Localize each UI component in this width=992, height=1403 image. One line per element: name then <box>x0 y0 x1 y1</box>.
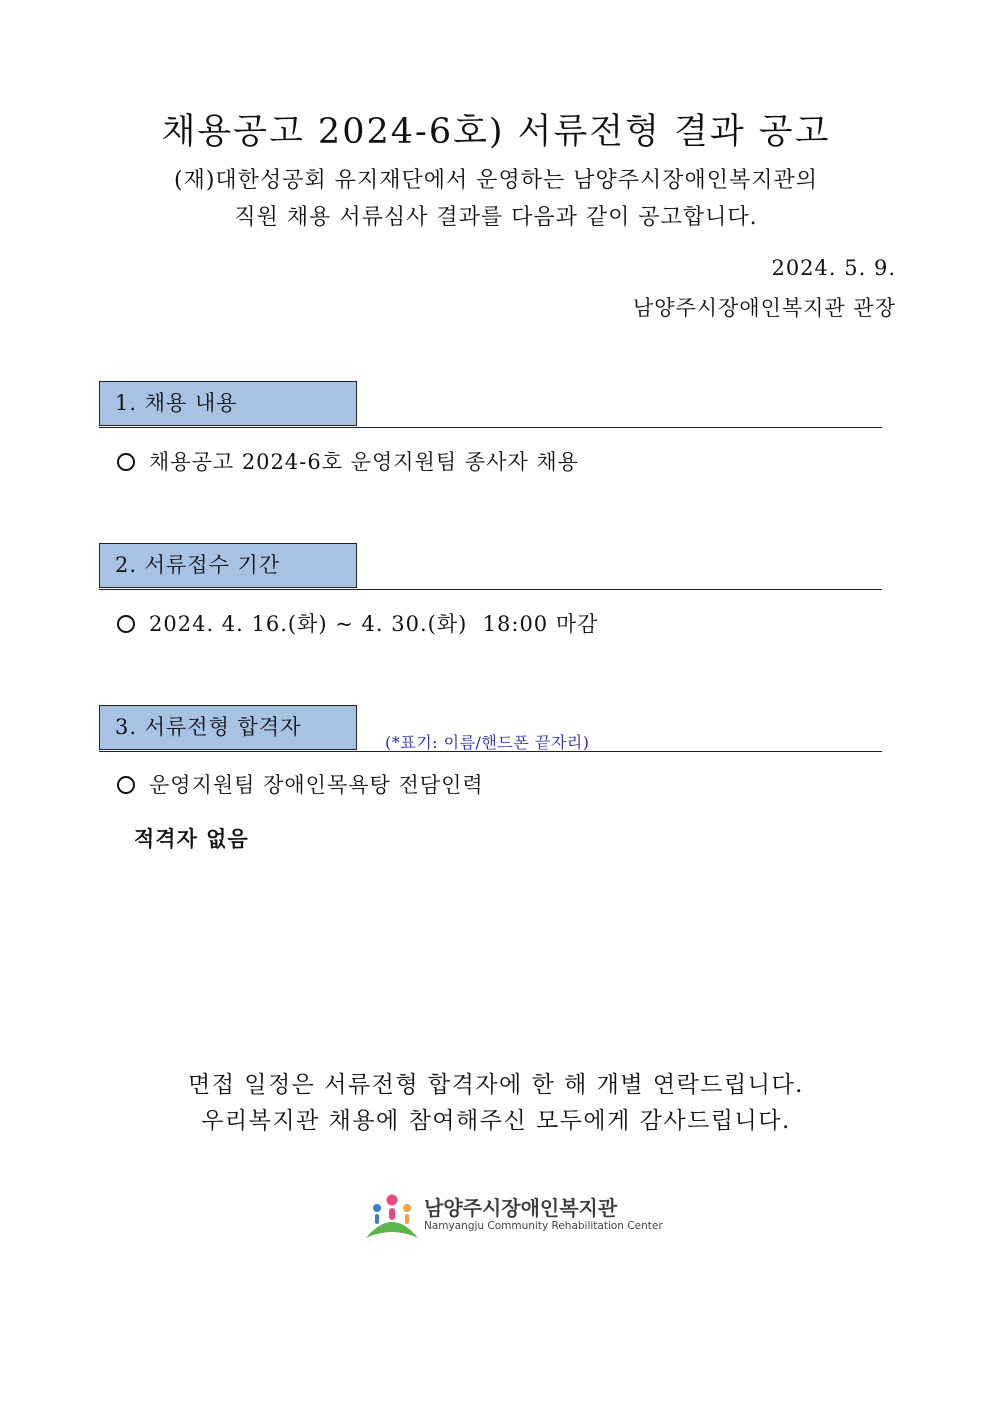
logo-name: 남양주시장애인복지관 <box>424 1196 618 1220</box>
closing-line-2: 우리복지관 채용에 참여해주신 모두에게 감사드립니다. <box>201 1108 791 1134</box>
notice-date: 2024. 5. 9. <box>771 256 896 280</box>
section-3-header <box>99 705 882 752</box>
section-2-header <box>99 543 882 590</box>
circle-bullet-icon <box>117 453 135 471</box>
section-2-heading: 2. 서류접수 기간 <box>99 543 357 588</box>
section-1-item <box>117 446 579 476</box>
section-3-note: (*표기: 이름/핸드폰 끝자리) <box>385 733 590 752</box>
circle-bullet-icon <box>117 776 135 794</box>
intro-line-2: 직원 채용 서류심사 결과를 다음과 같이 공고합니다. <box>234 205 758 230</box>
page-title: 채용공고 2024-6호) 서류전형 결과 공고 <box>161 112 831 152</box>
section-3-item <box>117 769 484 799</box>
intro-line-1: (재)대한성공회 유지재단에서 운영하는 남양주시장애인복지관의 <box>174 168 818 193</box>
section-3-item-text: 운영지원팀 장애인목욕탕 전담인력 <box>149 773 484 797</box>
section-2-item <box>117 608 598 638</box>
circle-bullet-icon <box>117 615 135 633</box>
notice-signer: 남양주시장애인복지관 관장 <box>632 296 896 320</box>
logo-emblem-icon <box>364 1192 420 1242</box>
section-1-item-text: 채용공고 2024-6호 운영지원팀 종사자 채용 <box>149 450 579 474</box>
section-3-heading: 3. 서류전형 합격자 <box>99 705 357 750</box>
section-3-result: 적격자 없음 <box>134 826 249 851</box>
section-2-item-text: 2024. 4. 16.(화) ~ 4. 30.(화) 18:00 마감 <box>149 612 599 636</box>
closing-line-1: 면접 일정은 서류전형 합격자에 한 해 개별 연락드립니다. <box>187 1072 804 1098</box>
organization-logo <box>364 1192 663 1242</box>
section-1-heading: 1. 채용 내용 <box>99 381 357 426</box>
section-1-header <box>99 381 882 428</box>
logo-subtitle: Namyangju Community Rehabilitation Center <box>424 1220 663 1232</box>
